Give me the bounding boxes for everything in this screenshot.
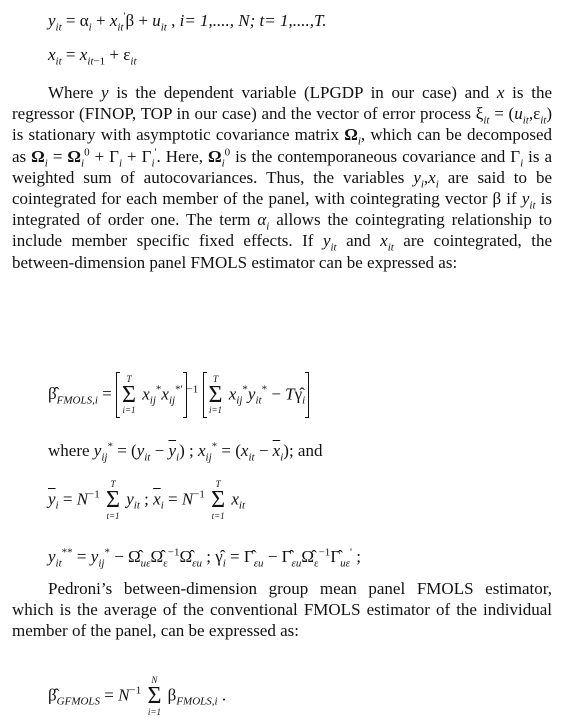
equation-where-demeaned: where $y_{ij}^* = (y_{it} - \overline{y}_i)$ ; $x_{ij}^* = (x_{it} - \overline{x}_i)$; and (48, 440, 323, 464)
right-bracket-2 (305, 372, 309, 418)
equation-gfmols: $\betâ_{GFMOLS} = N^{-1}$ N Σ i=1 $\beta_{FMOLS,i}$ . (48, 675, 227, 717)
equation-regressor: $x_{it} = x_{it-1} + \varepsilon_{it}$ (48, 45, 137, 68)
equation-model: $y_{it} = \alpha_i + x_{it}'\beta + u_{it}$ , i= 1,...., N; t= 1,....,T. (48, 10, 327, 34)
equation-corrected-y: $y_{it}^{**} = y_{ij}^*$ − $\Omegâ_{u\varepsilon}\Omegâ_\varepsilon^{-1}\Omegâ_{\varepsilon u}$ ; $\gammâ_i$ = $\Gammâ_{\varepsilon u}$ − $\Gammâ_{\varepsilon u}\Omegâ_\varepsilon^{-1}\Gammâ_{u\varepsilon}'$ ; (48, 546, 361, 570)
equation-fmols-estimator: $\betâ_{FMOLS,i}$ = T Σ i=1 $x_{ij}^*x_{ij}^{*'}$ $^{-1}$ T Σ i=1 $x_{ij}^*y_{it}^*$ − $T\gammâ_i$ (48, 372, 309, 418)
paragraph-cointegration: Where y is the dependent variable (LPGDP in our case) and x is the regressor (FINOP, TOP in our case) and the vector of error process $\xi_{it} = (u_{it},\varepsilon_{it})$ is stationary with asymptotic covariance matrix $\Omega_i$, which can be decomposed as $\Omega_i = \Omega_i^0 + \Gamma_i + \Gamma_i'$. Here, $\Omega_i^0$ is the contemporaneous covariance and $\Gamma_i$ is a weighted sum of autocovariances. Thus, the variables $y_i,x_i$ are said to be cointegrated for each member of the panel, with cointegrating vector β if $y_{it}$ is integrated of order one. The term $\alpha_i$ allows the cointegrating relationship to include member specific fixed effects. If $y_{it}$ and $x_{it}$ are cointegrated, the between-dimension panel FMOLS estimator can be expressed as: (12, 83, 553, 272)
equation-means: $\overline{y}_i = N^{-1}$ T Σ t=1 $y_{it}$ ; $\overline{x}_i = N^{-1}$ T Σ t=1 $x_{it}$ (48, 479, 246, 521)
paragraph-group-mean: Pedroni’s between-dimension group mean panel FMOLS estimator, which is the average of the conventional FMOLS estimator of the individual member of the panel, can be expressed as: (12, 579, 552, 641)
